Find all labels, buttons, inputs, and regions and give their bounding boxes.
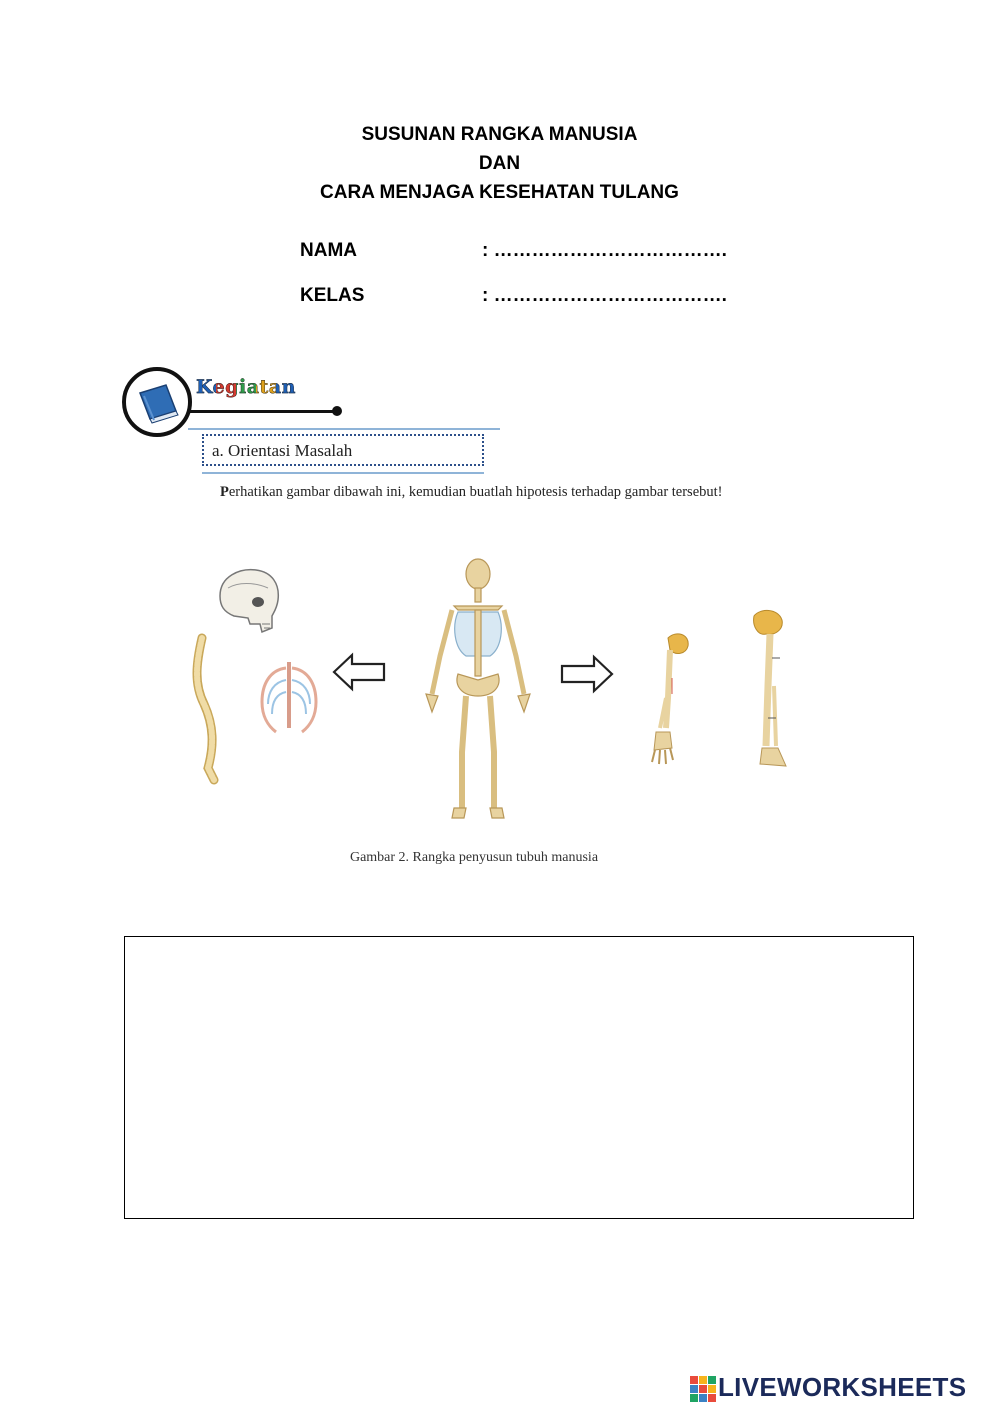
page-title-line3: CARA MENJAGA KESEHATAN TULANG [320, 182, 679, 203]
divider [188, 428, 500, 430]
activity-figure [118, 362, 830, 874]
spine-icon [190, 634, 230, 784]
kegiatan-underline [188, 410, 338, 413]
section-heading-box [202, 434, 484, 466]
leg-bones-icon [744, 606, 794, 776]
kegiatan-title: Kegiatan [196, 376, 296, 398]
figure-caption: Gambar 2. Rangka penyusun tubuh manusia [349, 850, 599, 865]
nama-label: NAMA [300, 240, 357, 261]
kelas-input[interactable]: : ………………………………. [482, 285, 727, 306]
answer-textbox[interactable] [124, 936, 914, 1219]
arm-bones-icon [646, 628, 696, 768]
instruction-text: Perhatikan gambar dibawah ini, kemudian buatlah hipotesis terhadap gambar tersebut! [220, 484, 723, 500]
skeleton-icon [418, 556, 548, 836]
nama-input[interactable]: : ………………………………. [482, 240, 727, 261]
kegiatan-dot [332, 406, 342, 416]
kegiatan-badge [122, 367, 192, 437]
skull-icon [214, 566, 284, 636]
arrow-right-icon [560, 654, 614, 694]
ribcage-icon [256, 658, 322, 738]
book-icon [126, 371, 188, 433]
kelas-label: KELAS [300, 285, 365, 306]
section-heading: a. Orientasi Masalah [212, 441, 353, 460]
liveworksheets-wordmark: LIVEWORKSHEETS [718, 1372, 967, 1402]
liveworksheets-blocks-icon [690, 1376, 716, 1402]
page-title-line1: SUSUNAN RANGKA MANUSIA [361, 124, 638, 145]
liveworksheets-logo [690, 1370, 990, 1404]
divider [202, 472, 484, 474]
arrow-left-icon [332, 652, 386, 692]
page-title-line2: DAN [478, 153, 521, 174]
